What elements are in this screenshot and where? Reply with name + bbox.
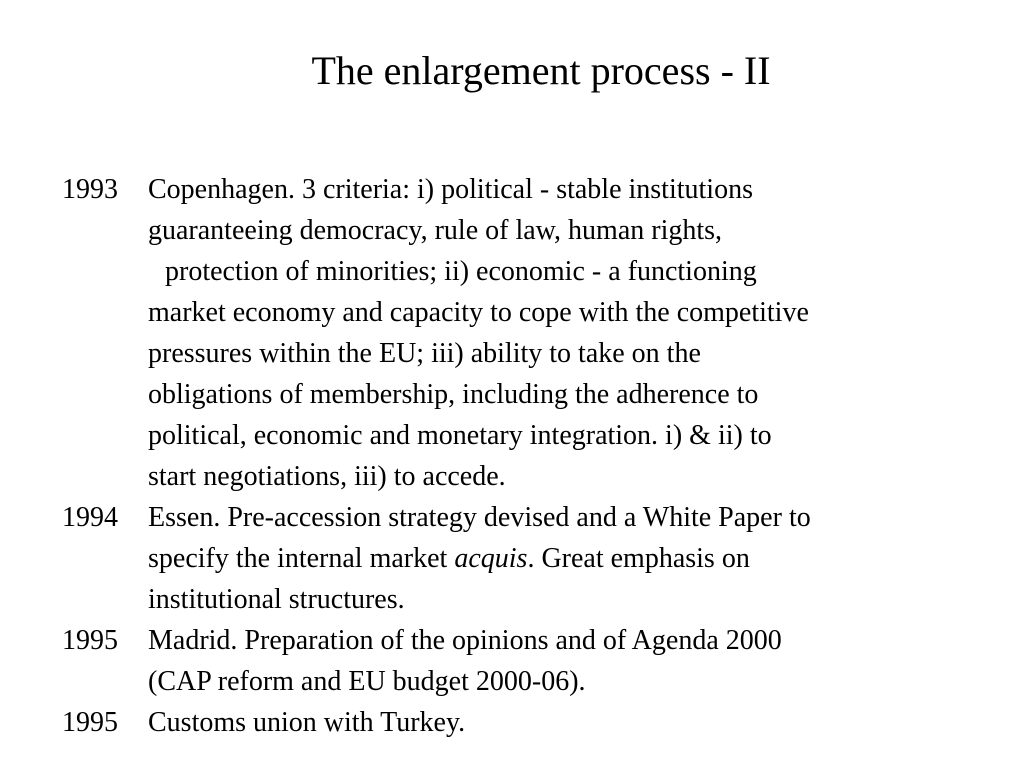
- entry-line: (CAP reform and EU budget 2000-06).: [148, 666, 586, 697]
- entry-line: Copenhagen. 3 criteria: i) political - stable institutions: [148, 174, 753, 205]
- entry-year: 1995: [62, 707, 118, 738]
- entry-line: obligations of membership, including the adherence to: [148, 379, 759, 410]
- entry-line: political, economic and monetary integration. i) & ii) to: [148, 420, 772, 451]
- entry-line: Customs union with Turkey.: [148, 707, 466, 738]
- entry-year: 1994: [62, 502, 118, 533]
- entry-text: [148, 497, 982, 620]
- entry-text: [148, 169, 982, 497]
- entry-line: Essen. Pre-accession strategy devised and a White Paper to: [148, 502, 811, 533]
- entry-year: 1995: [62, 625, 118, 656]
- entry-line: pressures within the EU; iii) ability to take on the: [148, 338, 701, 369]
- entry-line: institutional structures.: [148, 584, 405, 615]
- acquis-term: acquis: [454, 543, 528, 574]
- timeline-entry-1993-copenhagen: [62, 169, 982, 497]
- entry-line: start negotiations, iii) to accede.: [148, 461, 506, 492]
- entry-text: [148, 620, 982, 702]
- entry-line: [148, 538, 982, 579]
- slide-title: The enlargement process - II: [311, 48, 771, 93]
- timeline-list: [62, 169, 982, 743]
- entry-line-part: specify the internal market: [148, 543, 455, 574]
- timeline-entry-1994-essen: [62, 497, 982, 620]
- entry-line: protection of minorities; ii) economic - a functioning: [165, 256, 757, 287]
- entry-line: market economy and capacity to cope with the competitive: [148, 297, 809, 328]
- entry-line: guaranteeing democracy, rule of law, human rights,: [148, 215, 723, 246]
- entry-year: 1993: [62, 174, 118, 205]
- entry-text: [148, 702, 982, 743]
- timeline-entry-1995-madrid: [62, 620, 982, 702]
- entry-line: Madrid. Preparation of the opinions and of Agenda 2000: [148, 625, 782, 656]
- timeline-entry-1995-turkey: [62, 702, 982, 743]
- entry-line-part: . Great emphasis on: [527, 543, 750, 574]
